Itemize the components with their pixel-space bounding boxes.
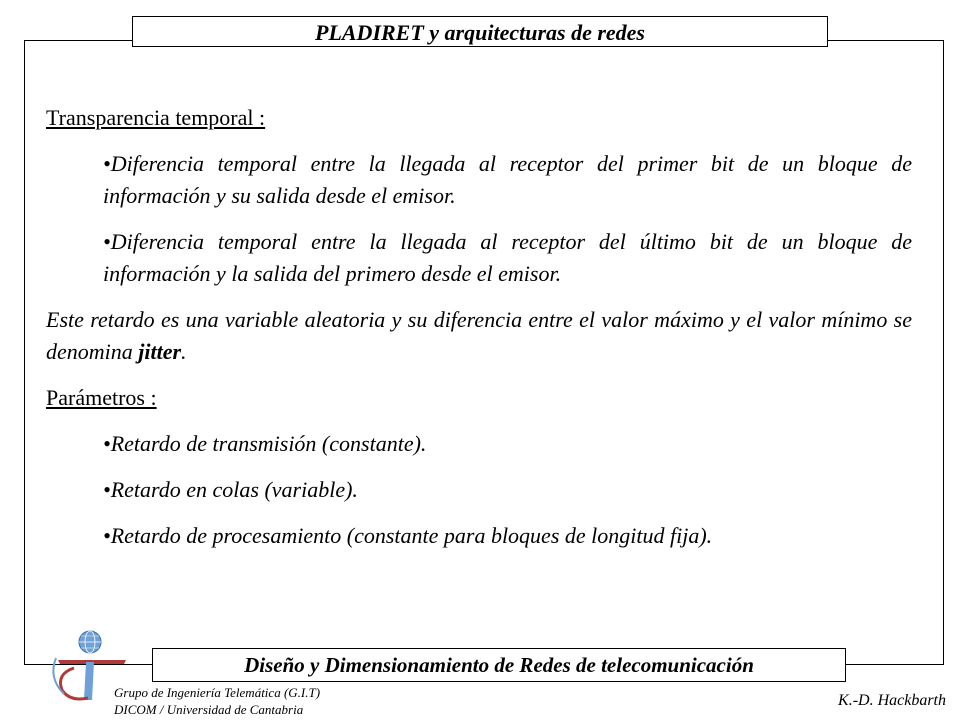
bullet-item: •Diferencia temporal entre la llegada al receptor del último bit de un bloque de información y la salida del primero desde el emisor. bbox=[103, 229, 912, 286]
section-heading-parametros: Parámetros : bbox=[46, 385, 157, 410]
slide-title-text: PLADIRET y arquitecturas de redes bbox=[315, 20, 645, 45]
slide-content bbox=[46, 102, 912, 566]
footer-title-text: Diseño y Dimensionamiento de Redes de telecomunicación bbox=[244, 653, 754, 677]
slide-title bbox=[132, 16, 828, 47]
parameter-item: •Retardo de transmisión (constante). bbox=[103, 431, 427, 456]
group-credit bbox=[114, 684, 320, 718]
section-heading-transparencia: Transparencia temporal : bbox=[46, 105, 266, 130]
jitter-paragraph-text: Este retardo es una variable aleatoria y su diferencia entre el valor máximo y el valor mínimo se denomina bbox=[46, 307, 912, 364]
jitter-paragraph bbox=[46, 304, 912, 368]
parameter-item: •Retardo en colas (variable). bbox=[103, 477, 358, 502]
group-department: DICOM / Universidad de Cantabria bbox=[114, 702, 304, 717]
group-name: Grupo de Ingeniería Telemática (G.I.T) bbox=[114, 685, 321, 700]
footer-title bbox=[152, 648, 846, 682]
bullet-item: •Diferencia temporal entre la llegada al receptor del primer bit de un bloque de información y su salida desde el emisor. bbox=[103, 151, 912, 208]
globe-icon bbox=[79, 631, 101, 653]
parameter-item: •Retardo de procesamiento (constante para bloques de longitud fija). bbox=[103, 523, 713, 548]
jitter-term: jitter bbox=[138, 339, 182, 364]
author-name: K.-D. Hackbarth bbox=[838, 692, 946, 709]
jitter-paragraph-end: . bbox=[181, 339, 187, 364]
